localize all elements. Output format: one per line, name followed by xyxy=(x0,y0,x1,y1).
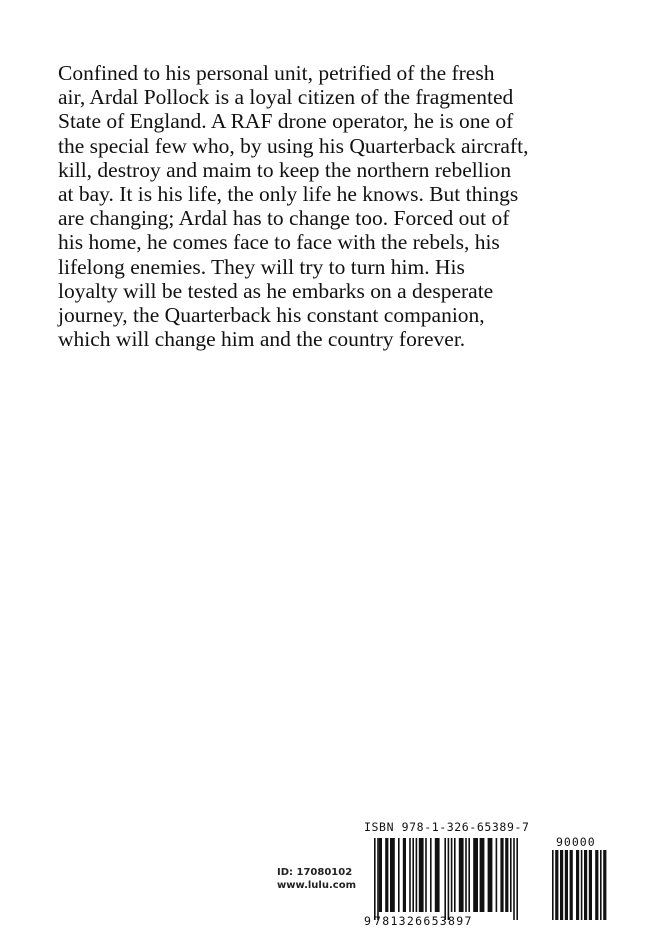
price-barcode-bar xyxy=(600,850,602,920)
barcode-lead-digit: 9 xyxy=(364,914,371,928)
barcode-bar xyxy=(398,838,400,912)
barcode-bar xyxy=(430,838,432,912)
barcode-bar xyxy=(451,838,453,912)
barcode-bar xyxy=(473,838,478,912)
blurb-line: air, Ardal Pollock is a loyal citizen of the fragmented xyxy=(58,85,514,110)
blurb-line: Confined to his personal unit, petrified of the fresh xyxy=(58,61,495,85)
barcode-bar xyxy=(425,838,427,912)
price-barcode-bar xyxy=(552,850,554,920)
barcode-bar xyxy=(505,838,508,912)
blurb-line: which will change him and the country forever. xyxy=(58,327,466,352)
price-code: 90000 xyxy=(556,835,596,849)
blurb-line: loyalty will be tested as he embarks on a desperate xyxy=(58,278,494,303)
publisher-url: www.lulu.com xyxy=(277,880,356,891)
barcode-guard-bar xyxy=(444,838,446,920)
barcode-bar xyxy=(419,838,424,912)
blurb-line: kill, destroy and maim to keep the northern rebellion xyxy=(58,157,512,182)
barcode-bar xyxy=(454,838,456,912)
publisher-id: ID: 17080102 xyxy=(277,867,353,878)
barcode-bar xyxy=(480,838,485,912)
price-barcode-bar xyxy=(555,850,558,920)
isbn-barcode xyxy=(364,820,620,932)
blurb-line: his home, he comes face to face with the rebels, his xyxy=(58,230,500,255)
barcode-bar xyxy=(403,838,406,912)
barcode-bar xyxy=(412,838,414,912)
price-barcode-bar xyxy=(560,850,563,920)
barcode-bar xyxy=(435,838,440,912)
price-barcode-bar xyxy=(584,850,587,920)
barcode-bar xyxy=(496,838,498,912)
blurb-line: at bay. It is his life, the only life he knows. But things xyxy=(58,182,519,207)
barcode-bar xyxy=(465,838,467,912)
barcode-guard-bar xyxy=(374,838,376,920)
barcode-guard-bar xyxy=(448,838,450,920)
price-barcode-bar xyxy=(595,850,598,920)
price-barcode-bar xyxy=(570,850,573,920)
price-barcode-bar xyxy=(581,850,583,920)
barcode-bar xyxy=(500,838,503,912)
price-barcode-bar xyxy=(589,850,592,920)
barcode-bar xyxy=(488,838,493,912)
barcode-bar xyxy=(409,838,411,912)
barcode-bar xyxy=(459,838,464,912)
blurb-line: the special few who, by using his Quarterback aircraft, xyxy=(58,133,529,158)
barcode-digits: 781326653897 xyxy=(374,914,473,928)
barcode-bar xyxy=(468,838,470,912)
barcode-bar xyxy=(385,838,388,912)
price-barcode-bar xyxy=(576,850,579,920)
barcode-guard-bar xyxy=(377,838,379,920)
blurb-line: journey, the Quarterback his constant companion, xyxy=(58,303,485,328)
barcode-guard-bar xyxy=(516,838,518,920)
price-barcode-bar xyxy=(565,850,568,920)
barcode-bar xyxy=(416,838,418,912)
barcode-bar xyxy=(510,838,512,912)
blurb-line: State of England. A RAF drone operator, he is one of xyxy=(58,109,514,134)
barcode-bar xyxy=(379,838,382,912)
barcode-bar xyxy=(390,838,395,912)
isbn-label: ISBN 978-1-326-65389-7 xyxy=(364,820,530,834)
back-cover-blurb xyxy=(58,61,638,351)
price-barcode-bar xyxy=(603,850,606,920)
barcode-guard-bar xyxy=(513,838,515,920)
blurb-line: are changing; Ardal has to change too. Forced out of xyxy=(58,206,510,231)
blurb-line: lifelong enemies. They will try to turn him. His xyxy=(58,254,465,279)
publisher-info xyxy=(277,866,356,892)
